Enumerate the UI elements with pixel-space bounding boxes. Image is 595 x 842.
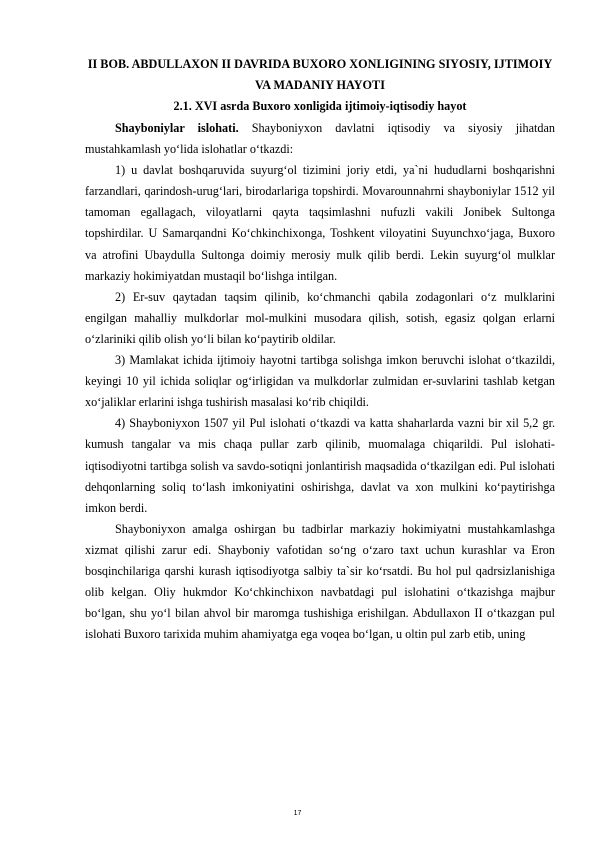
paragraph-text: 1) u davlat boshqaruvida suyurg‘ol tizimini joriy etdi, ya`ni hududlarni boshqarishni farzandlari, qarindosh-urug‘lari, birodarlariga topshirdi. Movarounnahrni shayboniylar 1512 yil tamoman egallagach, viloyatlarni qayta taqsimlashni nufuzli vakili Jonibek Sultonga topshirdilar. U Samarqandni Ko‘chkinchixonga, Toshkent viloyatini Suyunchxo‘jaga, Buxoro va atrofini Ubaydulla Sultonga doimiy merosiy mulk qilib berdi. Lekin suyurg‘ol mulklar markaziy hokimiyatdan mustaqil bo‘lishga intilgan.	[85, 163, 555, 283]
chapter-title: II BOB. ABDULLAXON II DAVRIDA BUXORO XONLIGINING SIYOSIY, IJTIMOIY VA MADANIY HAYOTI	[87, 57, 553, 92]
page-number: 17	[293, 810, 302, 817]
paragraph-text: 4) Shayboniyxon 1507 yil Pul islohati o‘tkazdi va katta shaharlarda vazni bir xil 5,2 gr. kumush tangalar va mis chaqa pullar zarb qilinib, muomalaga chiqarildi. Pul islohati-iqtisodiyotni tartibga solish va savdo-sotiqni jonlantirish maqsadida o‘tkazilgan edi. Pul islohati dehqonlarning soliq to‘lash imkoniyatini oshirishga, davlat va xon mulkini ko‘paytirishga imkon berdi.	[85, 416, 555, 515]
paragraph-1	[85, 118, 555, 160]
paragraph-4	[85, 350, 555, 413]
paragraph-text: Shayboniyxon amalga oshirgan bu tadbirlar markaziy hokimiyatni mustahkamlashga xizmat qilishi zarur edi. Shayboniy vafotidan so‘ng o‘zaro taxt uchun kurashlar va Eron bosqinchilariga qarshi kurash iqtisodiyotga salbiy ta`sir ko‘rsatdi. Bu hol pul qadrsizlanishiga olib kelgan. Oliy hukmdor Ko‘chkinchixon navbatdagi pul islohatini o‘tkazishga majbur bo‘lgan, shu yo‘l bilan ahvol bir maromga tushishiga erishilgan. Abdullaxon II o‘tkazgan pul islohati Buxoro tarixida muhim ahamiyatga ega voqea bo‘lgan, u oltin pul zarb etib, uning	[85, 521, 555, 642]
paragraph-text: 3) Mamlakat ichida ijtimoiy hayotni tartibga solishga imkon beruvchi islohat o‘tkazildi, keyingi 10 yil ichida soliqlar og‘irligidan va mulkdorlar zulmidan er-suvlarini tashlab ketgan xo‘jaliklar erlarini ishga tushirish masalasi ko‘rib chiqildi.	[85, 353, 555, 410]
paragraph-text: Shayboniyxon davlatni iqtisodiy va siyosiy jihatdan mustahkamlash yo‘lida islohatlar o‘tkazdi:	[85, 121, 556, 157]
paragraph-lead: Shayboniylar islohati.	[115, 121, 239, 135]
section-title: 2.1. XVI asrda Buxoro xonligida ijtimoiy-iqtisodiy hayot	[173, 99, 467, 113]
paragraph-text: 2) Er-suv qaytadan taqsim qilinib, ko‘chmanchi qabila zodagonlari o‘z mulklarini engilgan mahalliy mulkdorlar mol-mulkini musodara qilish, sotish, egasiz qolgan erlarni o‘zlariniki qilib olish yo‘li bilan ko‘paytirib oldilar.	[85, 289, 555, 346]
paragraph-3	[85, 287, 555, 350]
document-page	[85, 54, 555, 645]
paragraph-5	[85, 413, 555, 518]
paragraph-6	[85, 519, 555, 646]
paragraph-2	[85, 160, 555, 287]
